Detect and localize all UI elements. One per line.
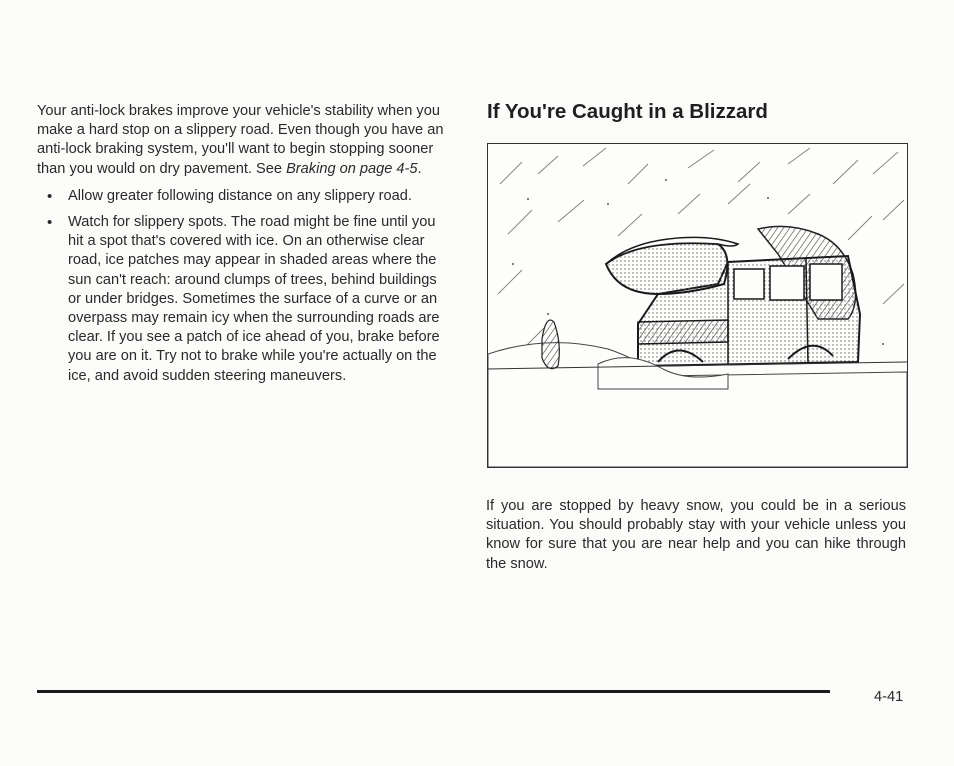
list-item-text: Watch for slippery spots. The road might be fine until you hit a spot that's covered with ice. On an otherwise clear road, ice patches may appear in shaded areas where the sun can't reach: around clumps of trees, behind buildings or under bridges. Sometimes the surface of a curve or an overpass may remain icy when the surrounding roads are clear. If you see a patch of ice ahead of you, brake before you are on it. Try not to brake while you're actually on the ice, and avoid sudden steering maneuvers.	[68, 214, 440, 384]
snow-mound	[542, 320, 559, 369]
footer-rule	[37, 690, 830, 693]
section-heading: If You're Caught in a Blizzard	[487, 100, 768, 123]
snowbound-vehicle-illustration	[488, 144, 907, 467]
intro-text: Your anti-lock brakes improve your vehicle's stability when you make a hard stop on a slippery road. Even though you have an anti-lock braking system, you'll want to begin stopping sooner than you would on dry pavement. See	[37, 103, 444, 177]
list-item	[37, 213, 452, 386]
page-number: 4-41	[874, 689, 904, 705]
tips-list	[37, 187, 452, 386]
braking-reference: Braking on page 4-5	[286, 160, 418, 177]
bullet-icon: •	[47, 187, 53, 205]
blizzard-paragraph: If you are stopped by heavy snow, you could be in a serious situation. You should probably stay with your vehicle unless you know for sure that you are near help and you can hike through the snow.	[486, 498, 906, 572]
bullet-icon: •	[47, 214, 53, 232]
left-column	[37, 102, 452, 393]
intro-end: .	[417, 160, 422, 177]
list-item-text: Allow greater following distance on any slippery road.	[68, 187, 412, 204]
abs-intro-paragraph	[37, 102, 452, 179]
blizzard-illustration	[487, 143, 908, 468]
list-item	[37, 187, 452, 206]
vehicle-icon	[606, 237, 860, 366]
